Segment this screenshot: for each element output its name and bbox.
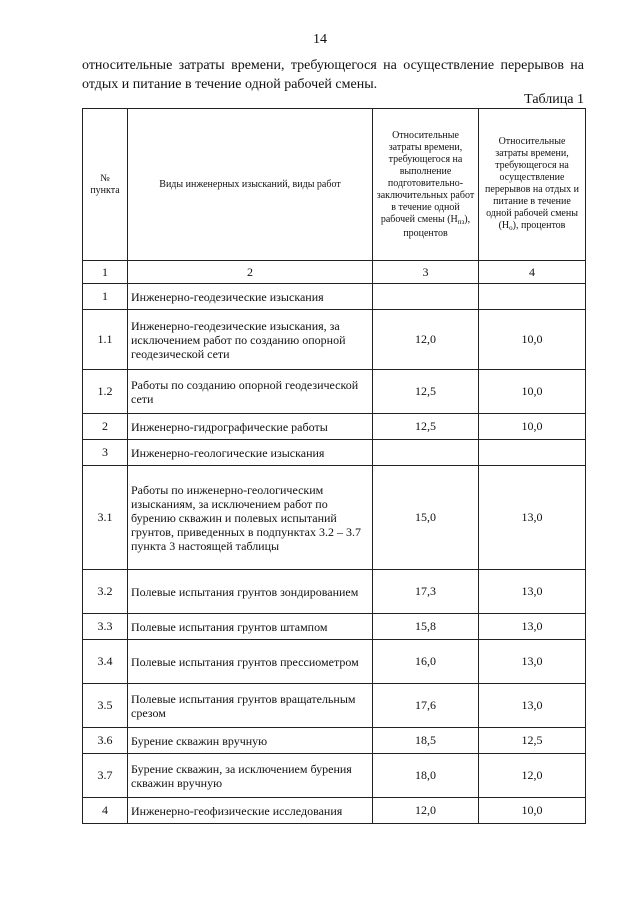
row-number: 3.6 [83, 728, 128, 754]
header-rest-time: Относительные затраты времени, требующегося на осуществление перерывов на отдых и питание в течение одной рабочей смены $(Н_о)$, процентов [479, 109, 586, 261]
norms-table [82, 108, 586, 824]
row-work-type: Инженерно-гидрографические работы [128, 414, 373, 440]
column-number: 4 [479, 261, 586, 284]
column-number: 1 [83, 261, 128, 284]
table-row [83, 614, 586, 640]
row-work-type: Работы по инженерно-геологическим изысканиям, за исключением работ по бурению скважин и полевых испытаний грунтов, приведенных в подпунктах 3.2 – 3.7 пункта 3 настоящей таблицы [128, 466, 373, 570]
row-work-type: Работы по созданию опорной геодезической сети [128, 370, 373, 414]
table-row [83, 728, 586, 754]
row-work-type: Полевые испытания грунтов зондированием [128, 570, 373, 614]
table-row [83, 466, 586, 570]
row-number: 3.7 [83, 754, 128, 798]
row-work-type: Бурение скважин, за исключением бурения скважин вручную [128, 754, 373, 798]
row-number: 4 [83, 798, 128, 824]
table-caption: Таблица 1 [524, 92, 584, 107]
table-row [83, 310, 586, 370]
table-row [83, 640, 586, 684]
table-row [83, 284, 586, 310]
row-number: 3.1 [83, 466, 128, 570]
row-rest-value: 13,0 [479, 466, 586, 570]
row-rest-value: 13,0 [479, 640, 586, 684]
row-number: 3.3 [83, 614, 128, 640]
row-rest-value: 12,0 [479, 754, 586, 798]
row-rest-value: 13,0 [479, 614, 586, 640]
table-header-row [83, 109, 586, 261]
row-prep-value: 15,8 [373, 614, 479, 640]
row-prep-value: 17,3 [373, 570, 479, 614]
row-rest-value: 10,0 [479, 798, 586, 824]
row-work-type: Инженерно-геофизические исследования [128, 798, 373, 824]
row-prep-value: 12,5 [373, 414, 479, 440]
table-row [83, 684, 586, 728]
row-prep-value [373, 440, 479, 466]
table-row [83, 370, 586, 414]
table-row [83, 754, 586, 798]
row-rest-value: 13,0 [479, 570, 586, 614]
header-prep-time: Относительные затраты времени, требующегося на выполнение подготовительно-заключительных работ в течение одной рабочей смены $(Н_{пз})$, процентов [373, 109, 479, 261]
row-work-type: Полевые испытания грунтов прессиометром [128, 640, 373, 684]
row-number: 2 [83, 414, 128, 440]
row-rest-value: 13,0 [479, 684, 586, 728]
row-rest-value: 12,5 [479, 728, 586, 754]
row-prep-value: 18,5 [373, 728, 479, 754]
row-work-type: Инженерно-геологические изыскания [128, 440, 373, 466]
page-number: 14 [313, 32, 327, 47]
row-number: 1.2 [83, 370, 128, 414]
row-prep-value: 16,0 [373, 640, 479, 684]
row-rest-value [479, 284, 586, 310]
row-prep-value: 15,0 [373, 466, 479, 570]
header-work-type: Виды инженерных изысканий, виды работ [128, 109, 373, 261]
row-work-type: Полевые испытания грунтов вращательным срезом [128, 684, 373, 728]
row-number: 3 [83, 440, 128, 466]
row-number: 3.4 [83, 640, 128, 684]
intro-paragraph: относительные затраты времени, требующегося на осуществление перерывов на отдых и питание в течение одной рабочей смены. [82, 58, 584, 92]
header-item-number: № пункта [83, 109, 128, 261]
row-prep-value: 18,0 [373, 754, 479, 798]
row-work-type: Инженерно-геодезические изыскания, за исключением работ по созданию опорной геодезической сети [128, 310, 373, 370]
row-number: 3.2 [83, 570, 128, 614]
column-number: 2 [128, 261, 373, 284]
table-row [83, 414, 586, 440]
column-number-row [83, 261, 586, 284]
table-row [83, 798, 586, 824]
row-work-type: Инженерно-геодезические изыскания [128, 284, 373, 310]
table-row [83, 440, 586, 466]
row-number: 1.1 [83, 310, 128, 370]
row-prep-value: 12,0 [373, 310, 479, 370]
row-work-type: Бурение скважин вручную [128, 728, 373, 754]
row-rest-value [479, 440, 586, 466]
row-number: 3.5 [83, 684, 128, 728]
row-prep-value: 12,0 [373, 798, 479, 824]
table-row [83, 570, 586, 614]
row-rest-value: 10,0 [479, 310, 586, 370]
row-prep-value: 17,6 [373, 684, 479, 728]
row-work-type: Полевые испытания грунтов штампом [128, 614, 373, 640]
row-number: 1 [83, 284, 128, 310]
row-rest-value: 10,0 [479, 370, 586, 414]
row-rest-value: 10,0 [479, 414, 586, 440]
column-number: 3 [373, 261, 479, 284]
row-prep-value [373, 284, 479, 310]
row-prep-value: 12,5 [373, 370, 479, 414]
